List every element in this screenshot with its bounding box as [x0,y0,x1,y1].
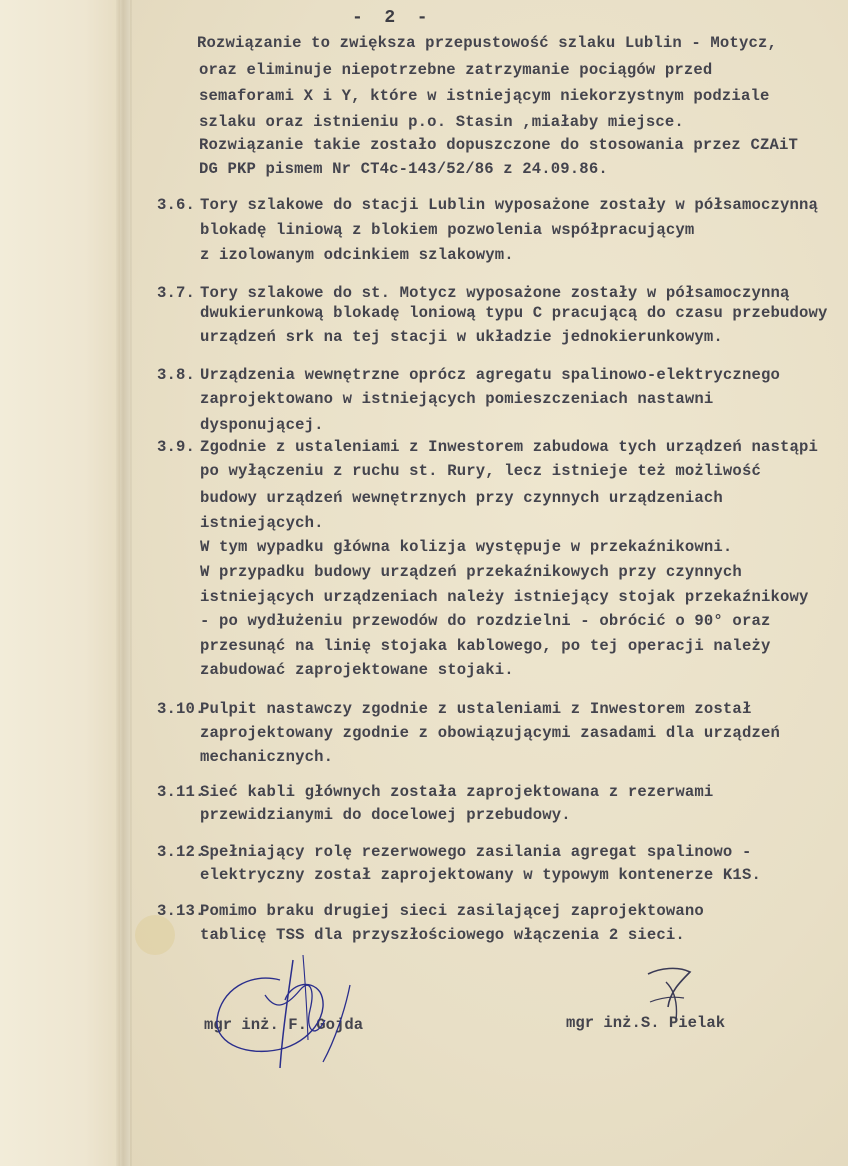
item-line: zaprojektowany zgodnie z obowiązującymi zasadami dla urządzeń [200,724,780,742]
underlying-page-edge [0,0,120,1166]
item-line: budowy urządzeń wewnętrznych przy czynnych urządzeniach [200,489,723,507]
page-fold-shadow [116,0,132,1166]
item-line: Zgodnie z ustaleniami z Inwestorem zabudowa tych urządzeń nastąpi [200,438,819,456]
item-line: zaprojektowano w istniejących pomieszczeniach nastawni [200,390,714,408]
handwritten-signature-right [640,962,700,1032]
item-line: dysponującej. [200,416,324,434]
item-line: blokadę liniową z blokiem pozwolenia współpracującym [200,221,695,239]
item-number: 3.7. [157,284,196,302]
intro-line: szlaku oraz istnieniu p.o. Stasin ,miałaby miejsce. [199,113,684,131]
intro-line: Rozwiązanie takie zostało dopuszczone do stosowania przez CZAiT [199,136,798,154]
item-line: W tym wypadku główna kolizja występuje w przekaźnikowni. [200,538,733,556]
item-line: Pulpit nastawczy zgodnie z ustaleniami z Inwestorem został [200,700,752,718]
intro-line: Rozwiązanie to zwiększa przepustowość szlaku Lublin - Motycz, [197,34,777,52]
intro-line: semaforami X i Y, które w istniejącym niekorzystnym podziale [199,87,770,105]
signature-name-right: mgr inż.S. Pielak [566,1014,726,1032]
item-line: urządzeń srk na tej stacji w układzie jednokierunkowym. [200,328,723,346]
item-line: W przypadku budowy urządzeń przekaźnikowych przy czynnych [200,563,742,581]
item-line: - po wydłużeniu przewodów do rozdzielni - obrócić o 90° oraz [200,612,771,630]
item-line: istniejących. [200,514,324,532]
item-line: zabudować zaprojektowane stojaki. [200,661,514,679]
item-line: Tory szlakowe do stacji Lublin wyposażone zostały w półsamoczynną [200,196,819,214]
item-line: Sieć kabli głównych została zaprojektowana z rezerwami [200,783,714,801]
page-number: - 2 - [352,8,428,28]
paper-stain [135,915,175,955]
item-line: elektryczny został zaprojektowany w typowym kontenerze K1S. [200,866,761,884]
item-line: dwukierunkową blokadę loniową typu C pracującą do czasu przebudowy [200,304,828,322]
item-line: Tory szlakowe do st. Motycz wyposażone zostały w półsamoczynną [200,284,790,302]
signature-name-left: mgr inż. F. Gojda [204,1016,364,1034]
item-line: Spełniający rolę rezerwowego zasilania agregat spalinowo - [200,843,752,861]
item-number: 3.11. [157,783,205,801]
item-number: 3.12. [157,843,205,861]
intro-line: DG PKP pismem Nr CT4c-143/52/86 z 24.09.86. [199,160,608,178]
item-number: 3.13. [157,902,205,920]
item-number: 3.8. [157,366,196,384]
intro-line: oraz eliminuje niepotrzebne zatrzymanie pociągów przed [199,61,713,79]
item-line: istniejących urządzeniach należy istniejący stojak przekaźnikowy [200,588,809,606]
item-line: tablicę TSS dla przyszłościowego włączenia 2 sieci. [200,926,685,944]
item-number: 3.9. [157,438,196,456]
item-number: 3.6. [157,196,196,214]
item-line: Urządzenia wewnętrzne oprócz agregatu spalinowo-elektrycznego [200,366,780,384]
item-line: przewidzianymi do docelowej przebudowy. [200,806,571,824]
item-line: Pomimo braku drugiej sieci zasilającej zaprojektowano [200,902,704,920]
item-line: z izolowanym odcinkiem szlakowym. [200,246,514,264]
item-line: przesunąć na linię stojaka kablowego, po tej operacji należy [200,637,771,655]
item-number: 3.10. [157,700,205,718]
handwritten-signature-left [205,950,375,1070]
item-line: mechanicznych. [200,748,334,766]
item-line: po wyłączeniu z ruchu st. Rury, lecz istnieje też możliwość [200,462,761,480]
